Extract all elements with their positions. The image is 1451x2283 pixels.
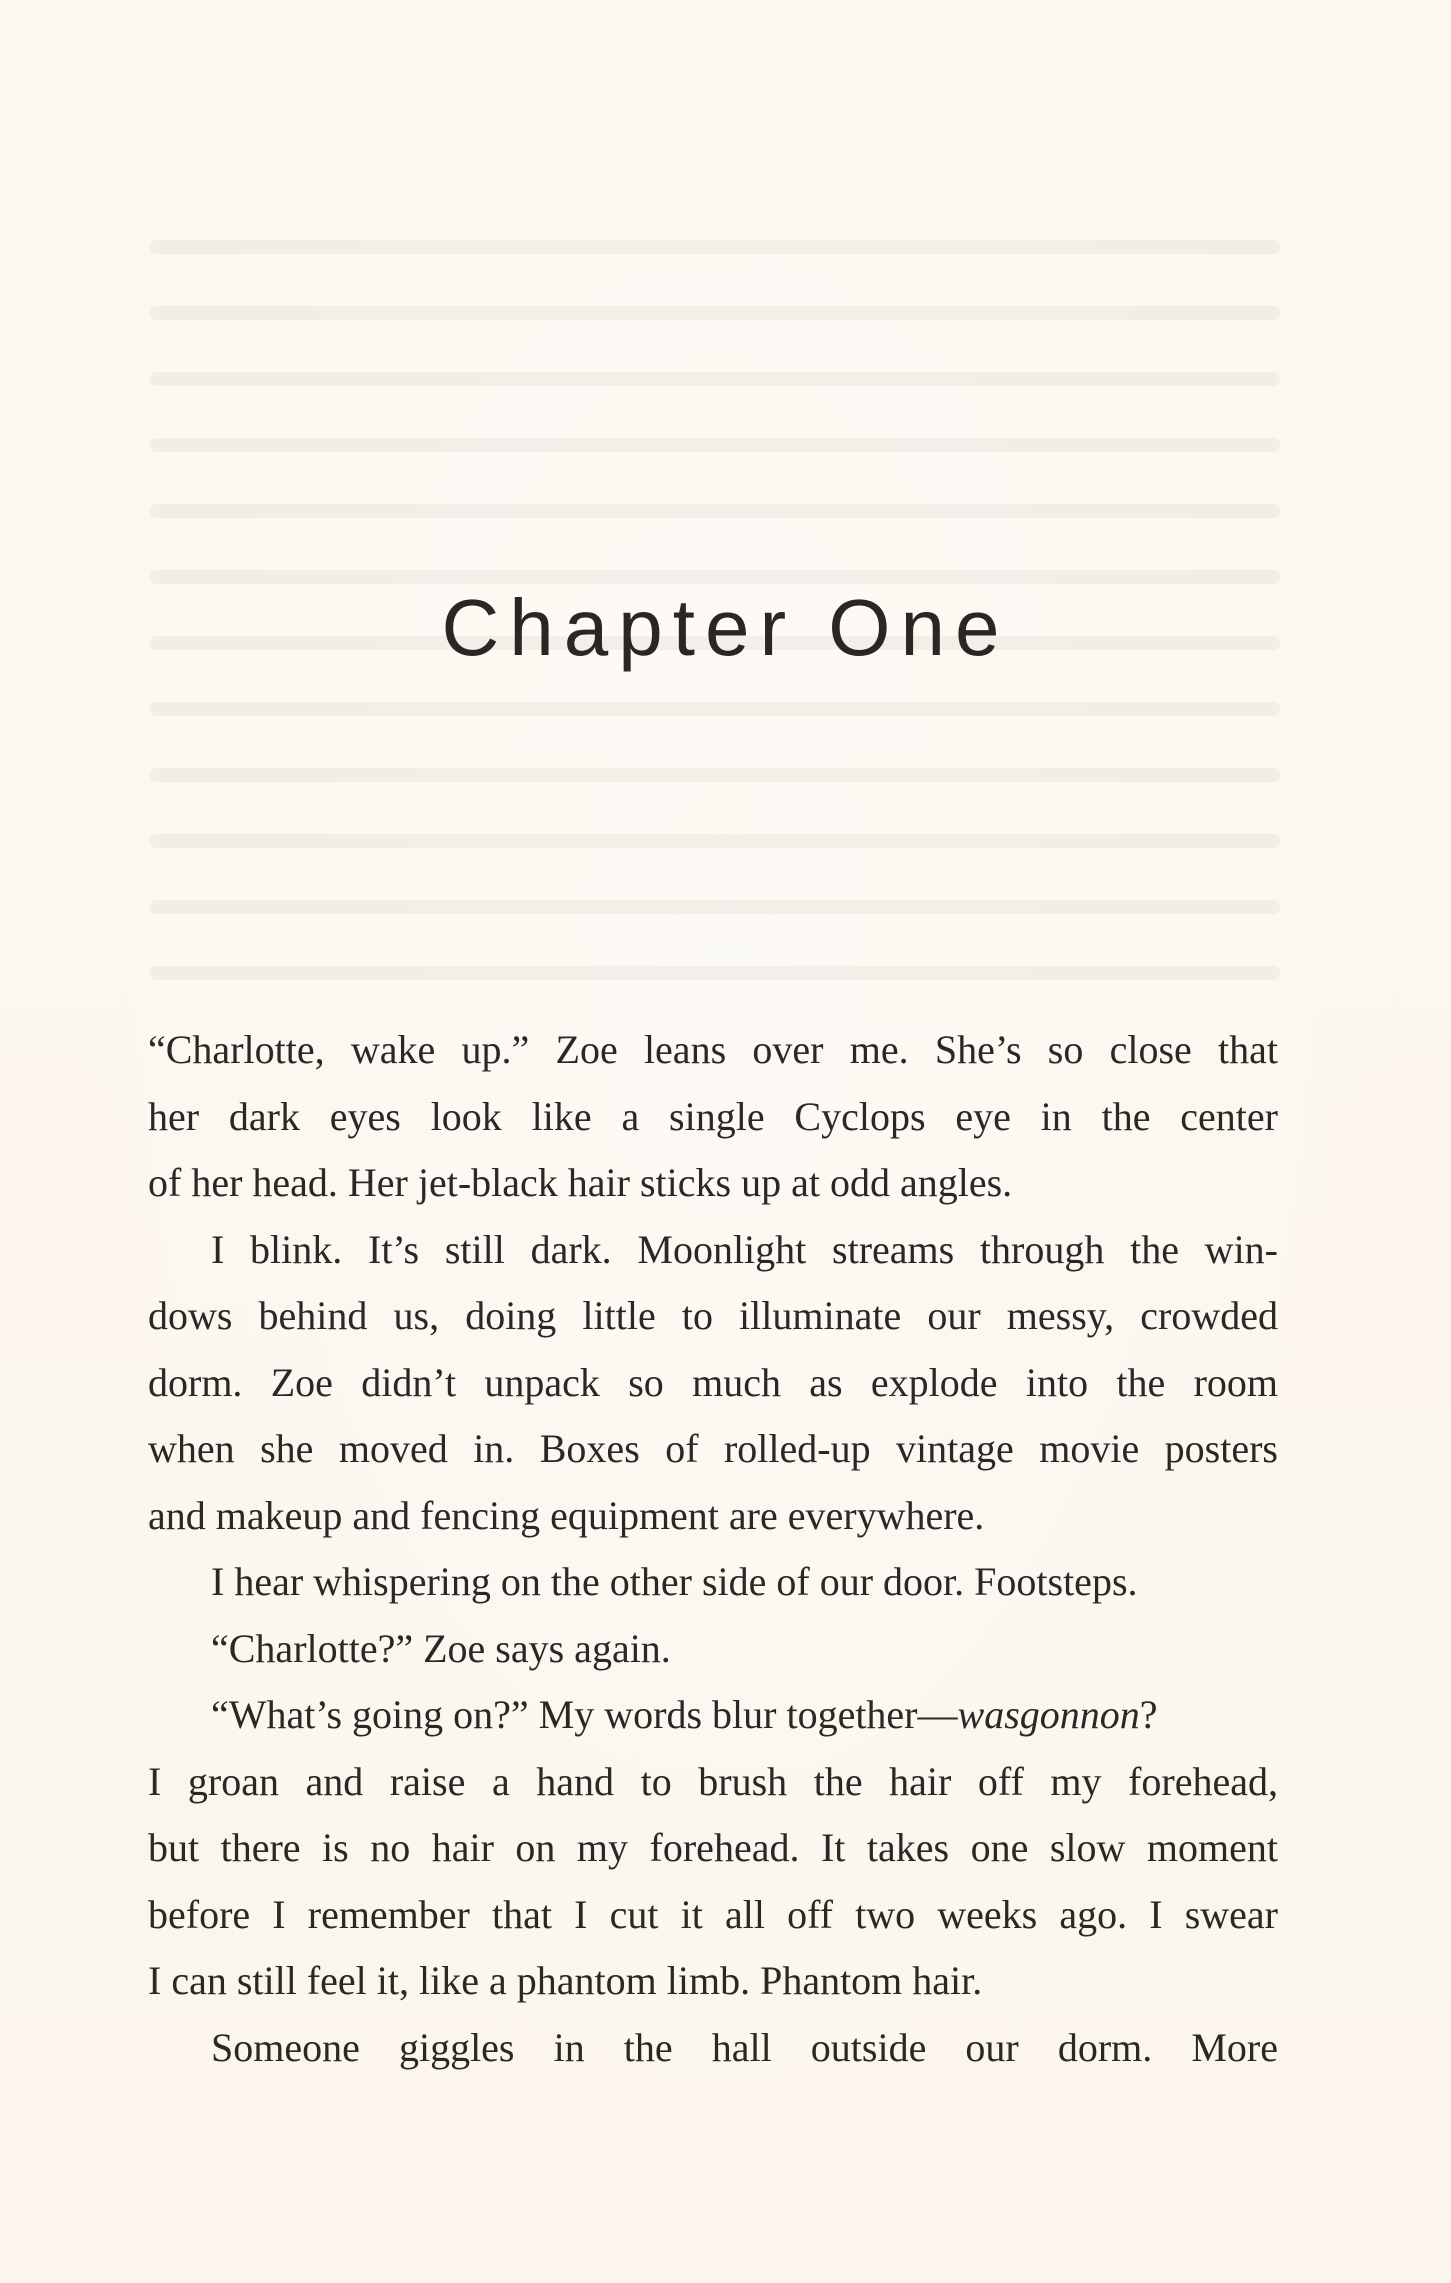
text-line: “Charlotte, wake up.” Zoe leans over me. She’s so close that: [148, 1027, 1278, 1072]
text-line: I can still feel it, like a phantom limb. Phantom hair.: [148, 1958, 983, 2003]
show-through-line: [150, 966, 1280, 980]
text-line: of her head. Her jet-black hair sticks up at odd angles.: [148, 1160, 1013, 1205]
show-through-line: [150, 768, 1280, 782]
show-through-line: [150, 702, 1280, 716]
text-line: dows behind us, doing little to illuminate our messy, crowded: [148, 1293, 1278, 1338]
text-run: “What’s going on?” My words blur together—: [211, 1692, 958, 1737]
italic-word: wasgonnon: [957, 1692, 1140, 1737]
text-line: “Charlotte?” Zoe says again.: [211, 1625, 671, 1671]
chapter-body: [148, 1017, 1278, 2081]
show-through-line: [150, 834, 1280, 848]
show-through-line: [150, 306, 1280, 320]
text-line: and makeup and fencing equipment are everywhere.: [148, 1492, 985, 1538]
text-line: I blink. It’s still dark. Moonlight streams through the win-: [211, 1226, 1278, 1272]
text-line: her dark eyes look like a single Cyclops eye in the center: [148, 1093, 1278, 1139]
text-line: I hear whispering on the other side of our door. Footsteps.: [211, 1559, 1138, 1604]
show-through-line: [150, 240, 1280, 254]
text-line: before I remember that I cut it all off two weeks ago. I swear: [148, 1891, 1278, 1937]
text-line: Someone giggles in the hall outside our dorm. More: [211, 2024, 1278, 2070]
chapter-title: Chapter One: [441, 583, 1010, 672]
show-through-line: [150, 438, 1280, 452]
text-line: when she moved in. Boxes of rolled-up vintage movie posters: [148, 1426, 1278, 1471]
text-line: dorm. Zoe didn’t unpack so much as explode into the room: [148, 1359, 1278, 1405]
text-run: ?: [1139, 1692, 1158, 1737]
show-through-line: [150, 372, 1280, 386]
text-line: [148, 1682, 1278, 1749]
text-line: I groan and raise a hand to brush the hair off my forehead,: [148, 1758, 1278, 1804]
show-through-line: [150, 504, 1280, 518]
text-line: but there is no hair on my forehead. It takes one slow moment: [148, 1825, 1278, 1870]
show-through-line: [150, 900, 1280, 914]
